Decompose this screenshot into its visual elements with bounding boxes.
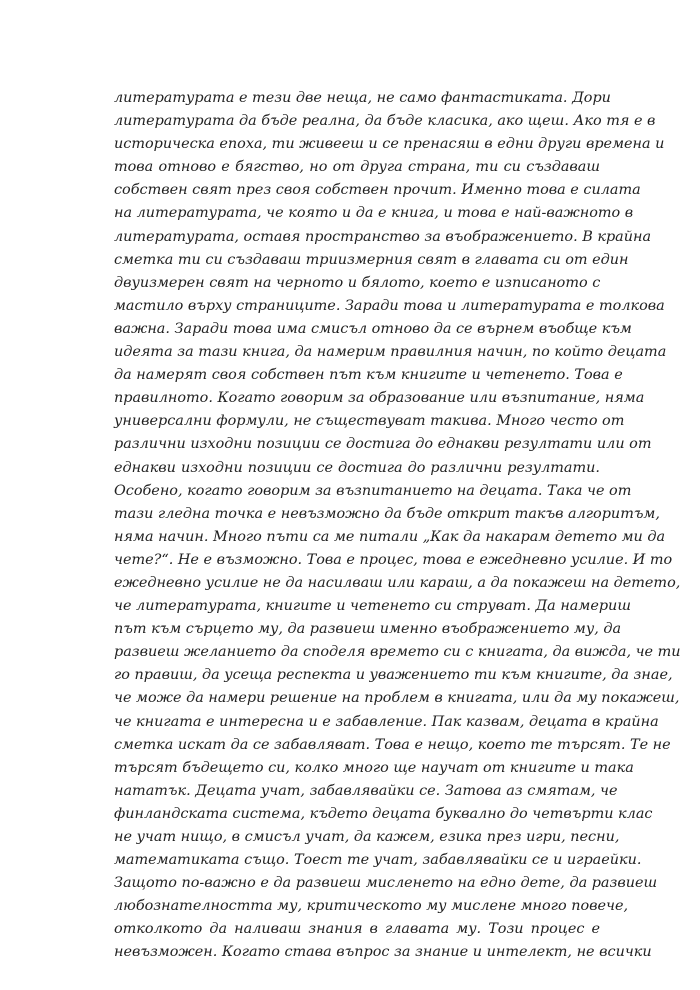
text-line: не учат нищо, в смисъл учат, да кажем, езика през игри, песни, xyxy=(114,829,620,845)
text-line: двуизмерен свят на черното и бялото, което е изписаното с xyxy=(114,274,601,291)
text-line: да намерят своя собствен път към книгите и четенето. Това е xyxy=(114,367,623,384)
text-line: различни изходни позиции се достига до еднакви резултати или от xyxy=(114,436,652,453)
text-line: го правиш, да усеща респекта и уважението ти към книгите, да знае, xyxy=(114,667,673,684)
text-line: тази гледна точка е невъзможно да бъде открит такъв алгоритъм, xyxy=(114,505,660,522)
text-line: идеята за тази книга, да намерим правилния начин, по който децата xyxy=(114,344,667,361)
text-line: развиеш желанието да споделя времето си с книгата, да вижда, че ти xyxy=(114,644,681,661)
text-line: историческа епоха, ти живееш и се пренасяш в едни други времена и xyxy=(114,136,665,153)
text-line: Особено, когато говорим за възпитанието на децата. Така че от xyxy=(114,482,632,499)
text-line: че книгата е интересна и е забавление. Пак казвам, децата в крайна xyxy=(114,713,659,730)
text-line: отколкото да наливаш знания в главата му. Този процес е xyxy=(114,921,600,938)
text-line: ежедневно усилие не да насилваш или караш, а да покажеш на детето, xyxy=(114,574,681,591)
body-text xyxy=(114,87,681,965)
text-line: че литературата, книгите и четенето си струват. Да намериш xyxy=(114,598,631,615)
text-line: литературата да бъде реална, да бъде класика, ако щеш. Ако тя е в xyxy=(114,113,656,130)
text-line: чете?“. Не е възможно. Това е процес, това е ежедневно усилие. И то xyxy=(114,551,673,568)
text-line: път към сърцето му, да развиеш именно въображението му, да xyxy=(114,621,622,638)
text-line: собствен свят през своя собствен прочит. Именно това е силата xyxy=(114,182,641,199)
text-line: сметка искат да се забавляват. Това е нещо, което те търсят. Те не xyxy=(114,736,671,753)
text-line: литературата, оставя пространство за въображението. В крайна xyxy=(114,228,652,245)
text-line: математиката също. Тоест те учат, забавлявайки се и играейки. xyxy=(114,852,642,869)
text-line: универсални формули, не съществуват такива. Много често от xyxy=(114,413,625,430)
text-line: невъзможен. Когато става въпрос за знание и интелект, не всички xyxy=(114,944,652,961)
text-line: че може да намери решение на проблем в книгата, или да му покажеш, xyxy=(114,690,680,707)
text-line: няма начин. Много пъти са ме питали „Как да накарам детето ми да xyxy=(114,528,666,545)
text-line: правилното. Когато говорим за образование или възпитание, няма xyxy=(114,390,645,407)
text-line: Защото по-важно е да развиеш мисленето на едно дете, да развиеш xyxy=(114,875,658,892)
text-line: търсят бъдещето си, колко много ще научат от книгите и така xyxy=(114,759,634,776)
text-line: финландската система, където децата буквално до четвърти клас xyxy=(114,805,653,822)
text-line: еднакви изходни позиции се достига до различни резултати. xyxy=(114,459,600,476)
text-line: това отново е бягство, но от друга страна, ти си създаваш xyxy=(114,159,600,176)
text-line: на литературата, че която и да е книга, и това е най-важното в xyxy=(114,205,634,222)
text-line: нататък. Децата учат, забавлявайки се. Затова аз смятам, че xyxy=(114,782,618,799)
text-line: литературата е тези две неща, не само фантастиката. Дори xyxy=(114,90,611,106)
text-line: мастило върху страниците. Заради това и литературата е толкова xyxy=(114,297,665,314)
text-line: любознателността му, критическото му мислене много повече, xyxy=(114,898,629,915)
text-line: важна. Заради това има смисъл отново да се върнем въобще към xyxy=(114,320,632,337)
text-line: сметка ти си създаваш триизмерния свят в главата си от един xyxy=(114,251,629,268)
